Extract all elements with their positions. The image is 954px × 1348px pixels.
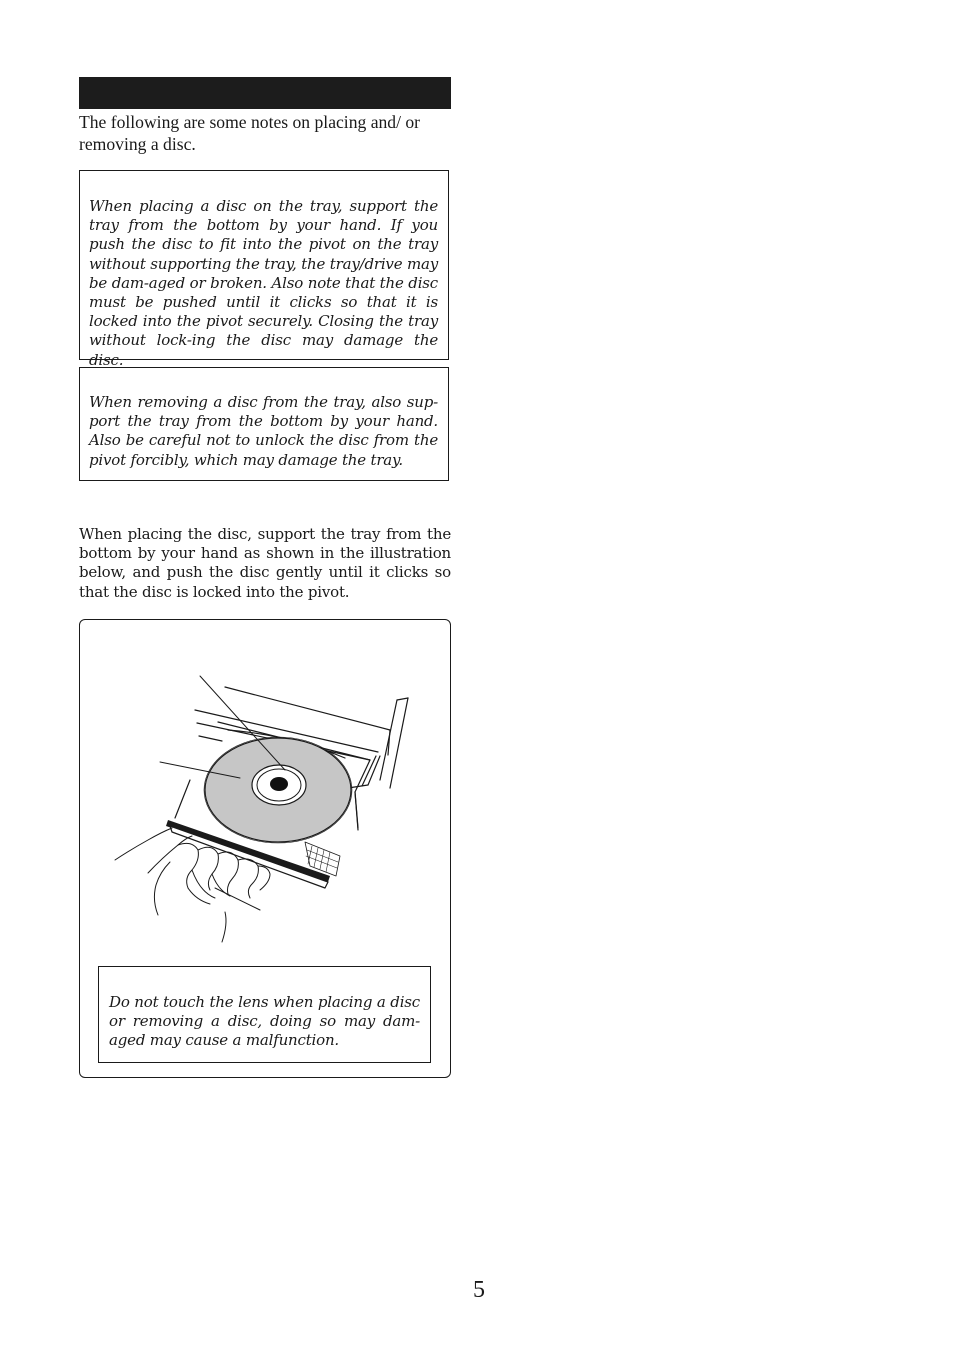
disc [204,737,352,843]
placing-note-box [79,170,449,369]
lens-caution-text: Do not touch the lens when placing a disc or removing a disc, doing so may dam-aged may cause a malfunction. [109,993,420,1050]
hand [115,828,270,942]
removing-note-box [79,367,449,481]
disc-tray-illustration [100,660,430,950]
removing-note-text: When removing a disc from the tray, also sup-port the tray from the bottom by your hand. Also be careful not to unlock the disc from the pivot forcibly, which may damage the tray. [89,393,438,469]
lens-caution-box [98,966,431,1063]
placing-note-text: When placing a disc on the tray, support the tray from the bottom by your hand. If you push the disc to fit into the pivot on the tray without supporting the tray, the tray/drive may be dam-aged or broken. Also note that the disc must be pushed until it clicks so that it is locked into the pivot securely. Closing the tray without lock-ing the disc may damage the disc. [89,197,438,369]
intro-paragraph: The following are some notes on placing and/ or removing a disc. [79,112,421,154]
section-header-bar [79,77,451,109]
placing-instructions: When placing the disc, support the tray from the bottom by your hand as shown in the illustration below, and push the disc gently until it clicks so that the disc is locked into the pivot. [79,525,451,601]
page-number: 5 [473,1277,485,1303]
